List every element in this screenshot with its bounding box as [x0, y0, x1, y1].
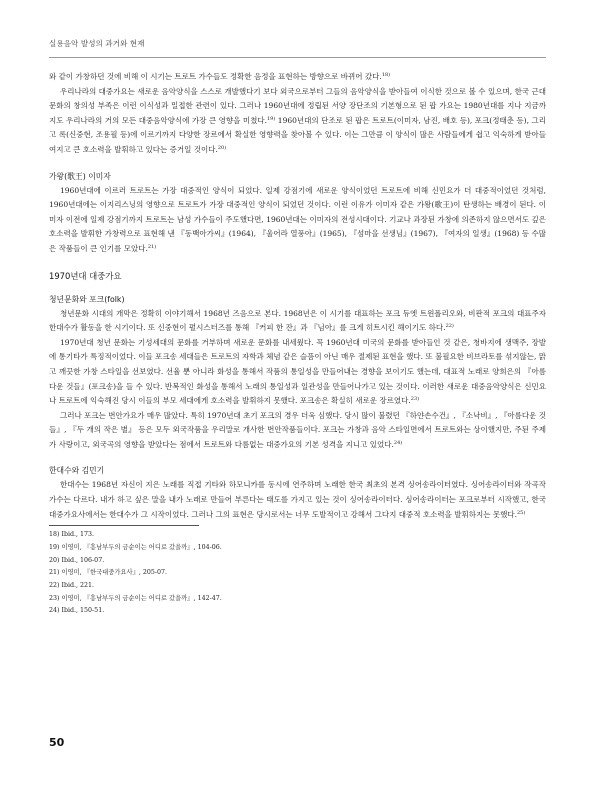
footnote-ref[interactable]: 20) — [217, 144, 227, 151]
footnote-ref[interactable]: 25) — [516, 509, 526, 516]
footnote-ref[interactable]: 19) — [266, 115, 276, 122]
paragraph-2: 우리나라의 대중가요는 새로운 음악양식을 스스로 개발했다기 보다 외국으로부터 그들의 음악양식을 받아들여 이식한 것으로 볼 수 있으며, 한국 근대 문화의 창의성 부족은 이런 이식성과 밀접한 관련이 있다. 그러나 1960년대에 정립된 서양 장단조의 기본형으로 된 팝 가요는 1980년대를 지나 지금까지도 우리나라의 거의 모든 대중음악양식에 가장 큰 영향을 미쳤다.$^{19)}$ 1960년대의 단조로 된 팝은 트로트(이미자, 남진, 배호 등), 포크(정태춘 등), 그리고 록(신중현, 조용필 등)에 이르기까지 다양한 장르에서 확실한 영향력을 찾아볼 수 있다. 이는 그만큼 이 양식이 많은 사람들에게 쉽고 익숙하게 받아들여지고 큰 호소력을 발휘하고 있다는 증거일 것이다.$^{20)}$ — [49, 86, 546, 154]
paragraph-6: 그러나 포크는 번안가요가 매우 많았다. 특히 1970년대 초기 포크의 경우 더욱 심했다. 당시 많이 불렸던 『하얀손수건』, 『소낙비』, 『아름다운 것들』, 『두 개의 작은 별』 등은 모두 외국작품을 우리말로 개사한 번안작품들이다. 포크는 가창과 음악 스타일면에서 트로트와는 상이했지만, 주된 주제가 사랑이고, 외국곡의 영향을 받았다는 점에서 트로트와 다름없는 대중가요의 기본 성격을 지니고 있었다.$^{24)}$ — [49, 410, 546, 449]
paragraph-3: 1960년대에 이르러 트로트는 가장 대중적인 양식이 되었다. 일제 강점기에 새로운 양식이었던 트로트에 비해 신민요가 더 대중적이었던 것처럼, 1960년대에는 이지리스닝의 영향으로 트로트가 가장 대중적인 양식이 되었던 것이다. 이런 이유가 이미자 같은 가왕(歌王)이 탄생하는 배경이 된다. 이미자 이전에 일제 강점기까지 트로트는 남성 가수들이 주도했다면, 1960년대는 이미자의 전성시대이다. 기교나 과장된 가창에 의존하지 않으면서도 깊은 호소력을 발휘한 가창력으로 표현해 낸 『동백아가씨』(1964), 『울어라 열풍아』(1965), 『섬마을 선생님』(1967), 『여자의 일생』(1968) 등 수많은 작품들이 큰 인기를 모았다.$^{21)}$ — [49, 185, 546, 253]
paragraph-1: 와 같이 가창하던 것에 비해 이 시기는 트로트 가수들도 정확한 음정을 표현하는 방향으로 바뀌어 갔다.$^{18)}$ — [49, 72, 391, 81]
footnote-ref[interactable]: 22) — [445, 323, 454, 330]
paragraph-7: 한대수는 1968년 자신이 지은 노래를 직접 기타와 하모니카를 동시에 연주하며 노래한 한국 최초의 본격 싱어송라이터였다. 싱어송라이터와 작곡작가수는 다르다. 내가 하고 싶은 말을 내가 노래로 만들어 부른다는 태도를 가지고 있는 것이 싱어송라이터다. 싱어송라이터는 포크로부터 시작했고, 한국대중가요사에서는 한대수가 그 시작이었다. 그러나 그의 표현은 당시로서는 너무 도발적이고 강해서 그다지 대중적 호소력을 발휘하지는 못했다.$^{25)}$ — [49, 480, 546, 519]
paragraph-5: 1970년대 청년 문화는 기성세대의 문화를 거부하며 새로운 문화를 내세웠다. 꼭 1960년대 미국의 문화를 받아들인 것 같은, 청바지에 생맥주, 장발에 통기타가 특징적이었다. 이들 포크송 세대들은 트로트의 자학과 체념 같은 슬픔이 아닌 매우 절제된 표현을 했다. 또 불필요한 비브라토를 섞지않는, 맑고 깨끗한 가창 스타일을 선보였다. 선율 뿐 아니라 화성을 통해서 작품의 통일성을 만들어내는 경향을 보이기도 했는데, 대표적 노래로 양희은의 『아름다운 것들』(포크송)을 들 수 있다. 반복적인 화성을 통해서 노래의 통일성과 일관성을 만들어나가고 있는 것이다. 이러한 새로운 대중음악양식은 신민요나 트로트에 익숙해진 당시 이들의 부모 세대에게 호소력을 발휘하지 못했다. 포크송은 확실히 새로운 장르였다.$^{23)}$ — [49, 337, 546, 406]
footnote-item: 19) 이영미, 『흥남부두의 금순이는 어디로 갔을까』, 104-06. — [49, 543, 222, 551]
running-header: 실용음악 발성의 과거와 현재 — [49, 39, 145, 48]
footnote-item: 18) Ibid., 173. — [49, 531, 95, 539]
section-heading-han: 한대수와 김민기 — [49, 466, 105, 476]
section-heading-1970s: 1970년대 대중가요 — [49, 270, 122, 281]
section-heading-gayo: 가왕(歌王) 이미자 — [49, 171, 111, 181]
page-body — [49, 70, 546, 618]
footnote-ref[interactable]: 24) — [393, 439, 403, 446]
footnote-item: 22) Ibid., 221. — [49, 582, 95, 590]
footnote-rule — [49, 525, 199, 526]
footnote-item: 20) Ibid., 106-07. — [49, 556, 105, 564]
footnote-item: 24) Ibid., 150-51. — [49, 607, 105, 615]
footnote-ref[interactable]: 21) — [147, 243, 157, 250]
footnote-ref[interactable]: 23) — [410, 396, 420, 403]
page-number: 50 — [49, 736, 65, 749]
footnote-item: 21) 이영미, 『한국대중가요사』, 205-07. — [49, 569, 168, 577]
footnotes — [49, 529, 546, 618]
header-rule — [49, 57, 546, 58]
section-heading-folk: 청년문화와 포크(folk) — [49, 294, 125, 304]
footnote-item: 23) 이영미, 『흥남부두의 금순이는 어디로 갔을까』, 142-47. — [49, 594, 222, 602]
footnote-ref[interactable]: 18) — [381, 72, 391, 78]
paragraph-4: 청년문화 시대의 개막은 정확히 이야기해서 1968년 즈음으로 본다. 1968년은 이 시기를 대표하는 포크 듀엣 트윈폴리오와, 비판적 포크의 대표주자 한대수가 활동을 한 시기이다. 또 신중현이 펄시스터즈를 통해 『커피 한 잔』과 『님아』를 크게 히트시킨 해이기도 하다.$^{22)}$ — [49, 308, 546, 333]
